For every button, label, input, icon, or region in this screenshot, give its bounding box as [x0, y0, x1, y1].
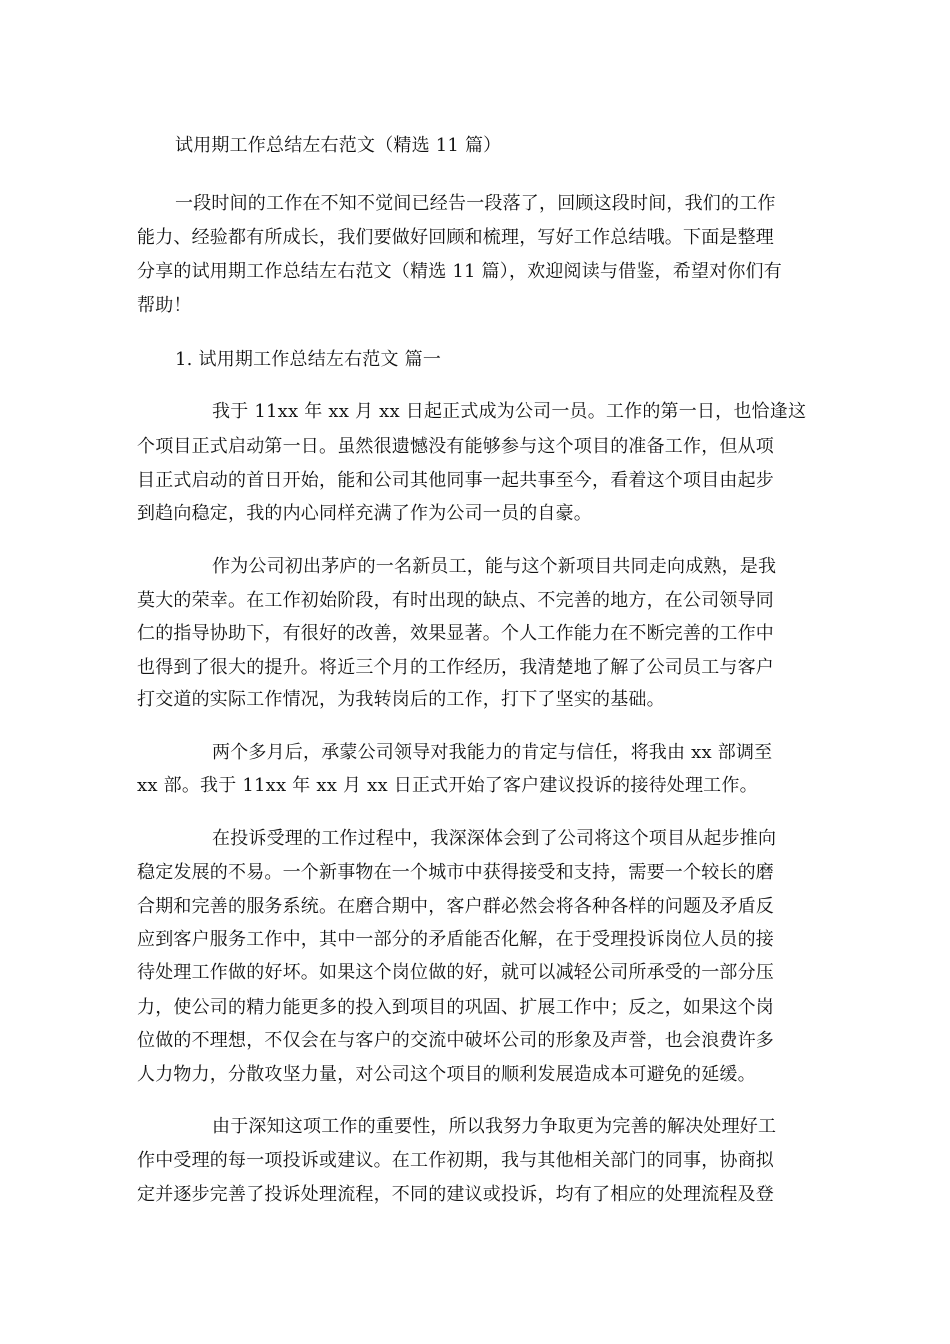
paragraph-line: 莫大的荣幸。在工作初始阶段，有时出现的缺点、不完善的地方，在公司领导同 [137, 590, 774, 611]
intro-line: 分享的试用期工作总结左右范文（精选 11 篇），欢迎阅读与借鉴，希望对你们有 [137, 261, 782, 282]
paragraph-line: 到趋向稳定，我的内心同样充满了作为公司一员的自豪。 [137, 503, 592, 524]
paragraph-line: 也得到了很大的提升。将近三个月的工作经历，我清楚地了解了公司员工与客户 [137, 657, 774, 678]
section-heading: 1. 试用期工作总结左右范文 篇一 [175, 349, 442, 370]
intro-line: 帮助！ [137, 295, 192, 316]
paragraph-line: 待处理工作做的好坏。如果这个岗位做的好，就可以减轻公司所承受的一部分压 [137, 962, 774, 983]
document-title: 试用期工作总结左右范文（精选 11 篇） [175, 135, 502, 156]
paragraph-line: 个项目正式启动第一日。虽然很遗憾没有能够参与这个项目的准备工作，但从项 [137, 436, 774, 457]
intro-line: 能力、经验都有所成长，我们要做好回顾和梳理，写好工作总结哦。下面是整理 [137, 227, 774, 248]
paragraph-line: 在投诉受理的工作过程中，我深深体会到了公司将这个项目从起步推向 [212, 828, 777, 849]
paragraph-line: 合期和完善的服务系统。在磨合期中，客户群必然会将各种各样的问题及矛盾反 [137, 896, 774, 917]
paragraph-line: 力，使公司的精力能更多的投入到项目的巩固、扩展工作中；反之，如果这个岗 [137, 997, 774, 1018]
intro-line: 一段时间的工作在不知不觉间已经告一段落了，回顾这段时间，我们的工作 [175, 193, 776, 214]
paragraph-line: 应到客户服务工作中，其中一部分的矛盾能否化解，在于受理投诉岗位人员的接 [137, 929, 774, 950]
paragraph-line: 定并逐步完善了投诉处理流程，不同的建议或投诉，均有了相应的处理流程及登 [137, 1184, 774, 1205]
paragraph-line: 目正式启动的首日开始，能和公司其他同事一起共事至今，看着这个项目由起步 [137, 470, 774, 491]
paragraph-line: xx 部。我于 11xx 年 xx 月 xx 日正式开始了客户建议投诉的接待处理工作。 [137, 775, 758, 796]
paragraph-line: 仁的指导协助下，有很好的改善，效果显著。个人工作能力在不断完善的工作中 [137, 623, 774, 644]
paragraph-line: 位做的不理想，不仅会在与客户的交流中破坏公司的形象及声誉，也会浪费许多 [137, 1030, 774, 1051]
paragraph-line: 作为公司初出茅庐的一名新员工，能与这个新项目共同走向成熟，是我 [212, 556, 777, 577]
paragraph-line: 人力物力，分散攻坚力量，对公司这个项目的顺利发展造成本可避免的延缓。 [137, 1064, 756, 1085]
paragraph-line: 两个多月后，承蒙公司领导对我能力的肯定与信任，将我由 xx 部调至 [212, 742, 773, 763]
paragraph-line: 由于深知这项工作的重要性，所以我努力争取更为完善的解决处理好工 [212, 1116, 777, 1137]
paragraph-line: 打交道的实际工作情况，为我转岗后的工作，打下了坚实的基础。 [137, 689, 665, 710]
paragraph-line: 我于 11xx 年 xx 月 xx 日起正式成为公司一员。工作的第一日，也恰逢这 [212, 401, 807, 422]
paragraph-line: 稳定发展的不易。一个新事物在一个城市中获得接受和支持，需要一个较长的磨 [137, 862, 774, 883]
paragraph-line: 作中受理的每一项投诉或建议。在工作初期，我与其他相关部门的同事，协商拟 [137, 1150, 774, 1171]
